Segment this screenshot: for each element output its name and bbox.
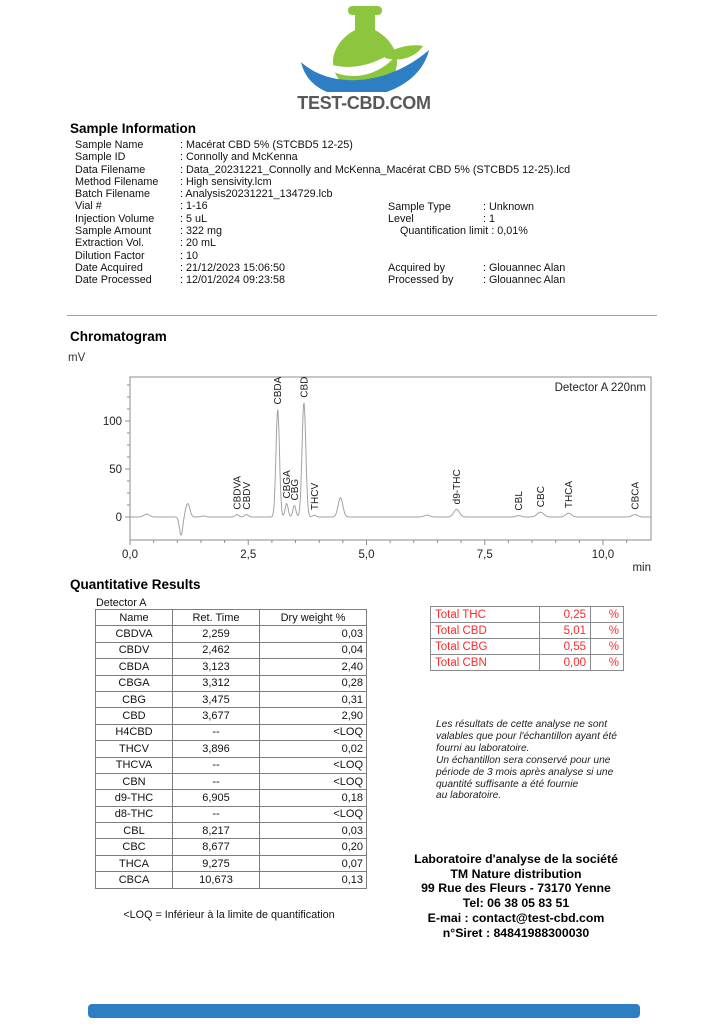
peak-label: d9-THC [452,469,464,505]
total-label: Total THC [431,607,540,623]
cell-name: CBDVA [96,626,173,642]
detector-annotation: Detector A 220nm [554,382,646,394]
cell-name: CBD [96,708,173,724]
total-row [431,639,624,655]
cell-name: THCV [96,741,173,757]
cell-ret-time: 3,896 [173,741,260,757]
cell-ret-time: 10,673 [173,872,260,888]
cell-ret-time: -- [173,757,260,773]
cell-dry-weight: <LOQ [260,757,367,773]
disclaimer-line: quantité suffisante a été fournie [436,778,579,790]
total-label: Total CBD [431,623,540,639]
info-label: Sample Name [75,139,144,151]
info-label: Batch Filename [75,188,151,201]
info-label: Processed by [388,274,454,287]
cell-ret-time: -- [173,724,260,740]
peak-label: CBDVA [232,475,244,510]
peak-label: CBG [289,478,301,501]
disclaimer-line: valables que pour l'échantillon ayant été [436,730,617,742]
results-row [96,708,367,724]
info-label: Sample Amount [75,225,152,238]
cell-ret-time: 8,217 [173,823,260,839]
x-tick-label: 10,0 [591,549,615,561]
total-unit: % [591,607,624,623]
info-value: : 10 [180,249,199,262]
contact-line: 99 Rue des Fleurs - 73170 Yenne [421,881,611,896]
info-label: Date Processed [75,274,152,287]
total-label: Total CBG [431,639,540,655]
info-label: Sample Type [388,200,451,213]
cell-dry-weight: 2,90 [260,708,367,724]
contact-line: E-mai : contact@test-cbd.com [427,910,605,925]
info-value: : 1-16 [180,200,208,213]
cell-dry-weight: 0,03 [260,823,367,839]
cell-ret-time: 3,123 [173,659,260,675]
peak-label: CBC [535,486,547,508]
total-unit: % [591,639,624,655]
cell-ret-time: 9,275 [173,855,260,871]
info-value: : 322 mg [180,225,223,238]
total-value: 5,01 [540,623,591,639]
results-row [96,806,367,822]
cell-name: d9-THC [96,790,173,806]
contact-line: TM Nature distribution [450,866,582,881]
cell-dry-weight: 0,20 [260,839,367,855]
cell-ret-time: 2,462 [173,642,260,658]
info-value: : Macérat CBD 5% (STCBD5 12-25) [180,139,353,151]
disclaimer-line: Les résultats de cette analyse ne sont [436,719,608,730]
y-tick-label: 50 [109,464,122,476]
results-row [96,855,367,871]
y-tick-label: 100 [102,416,122,428]
info-label: Level [388,212,414,225]
cell-name: d8-THC [96,806,173,822]
results-row [96,675,367,691]
cell-dry-weight: 0,04 [260,642,367,658]
results-row [96,872,367,888]
results-header-row [96,610,367,626]
results-row [96,773,367,789]
info-label: Dilution Factor [75,249,145,262]
col-name: Name [96,610,173,626]
cell-dry-weight: 0,28 [260,675,367,691]
peak-label: CBGA [282,470,294,499]
info-value: : Glouannec Alan [483,262,566,274]
total-value: 0,00 [540,655,591,671]
cell-ret-time: -- [173,773,260,789]
cell-name: CBGA [96,675,173,691]
total-row [431,655,624,671]
total-unit: % [591,655,624,671]
cell-dry-weight: <LOQ [260,773,367,789]
disclaimer-line: fourni au laboratoire. [436,742,530,754]
totals-table [430,606,624,671]
disclaimer-line: Un échantillon sera conservé pour une [436,754,611,766]
cell-ret-time: 3,475 [173,691,260,707]
results-row [96,642,367,658]
cell-dry-weight: 0,18 [260,790,367,806]
contact-line: Laboratoire d'analyse de la société [414,852,618,866]
info-value: : Connolly and McKenna [180,151,298,164]
results-row [96,691,367,707]
y-axis-unit-label: mV [68,352,86,364]
results-row [96,741,367,757]
sample-information-title: Sample Information [70,121,197,136]
info-value: : Unknown [483,200,535,213]
cell-name: THCA [96,855,173,871]
cell-dry-weight: 0,31 [260,691,367,707]
info-label: Extraction Vol. [75,237,145,250]
info-value: : 21/12/2023 15:06:50 [180,261,286,274]
info-label: Data Filename [75,163,146,176]
results-row [96,626,367,642]
info-label: Vial # [75,200,102,213]
total-row [431,607,624,623]
info-value: : Glouannec Alan [483,274,566,287]
cell-dry-weight: 0,13 [260,872,367,888]
cell-name: THCVA [96,757,173,773]
x-tick-label: 7,5 [476,549,493,561]
total-row [431,623,624,639]
col-ret-time: Ret. Time [173,610,260,626]
detector-label: Detector A [96,597,147,609]
info-value: : 20 mL [180,237,217,250]
logo-text: TEST-CBD.COM [297,93,431,113]
cell-name: CBDV [96,642,173,658]
cell-dry-weight: 0,03 [260,626,367,642]
contact-line: n°Siret : 84841988300030 [442,925,590,940]
x-tick-label: 2,5 [240,549,257,561]
lab-contact-block [368,852,664,940]
info-value: : 1 [483,212,496,225]
total-label: Total CBN [431,655,540,671]
info-value: : 5 uL [180,212,208,225]
cell-ret-time: 6,905 [173,790,260,806]
loq-footnote: <LOQ = Inférieur à la limite de quantification [123,909,335,921]
col-dry-weight: Dry weight % [260,610,367,626]
cell-ret-time: -- [173,806,260,822]
contact-line: Tel: 06 38 05 83 51 [462,896,570,911]
cell-dry-weight: <LOQ [260,724,367,740]
info-value: : 12/01/2024 09:23:58 [180,274,286,287]
disclaimer-line: période de 3 mois après analyse si une [436,766,614,778]
cell-ret-time: 8,677 [173,839,260,855]
peak-label: CBCA [630,481,642,510]
info-value: : High sensivity.lcm [180,175,272,188]
info-label: Acquired by [388,262,446,274]
results-row [96,790,367,806]
peak-label: THCA [564,480,576,509]
disclaimer-text [436,719,666,802]
chromatogram-trace [130,403,651,535]
total-value: 0,25 [540,607,591,623]
cell-name: CBN [96,773,173,789]
cell-name: CBG [96,691,173,707]
cell-name: H4CBD [96,724,173,740]
footer-bar [88,1004,640,1018]
cell-name: CBL [96,823,173,839]
cell-ret-time: 3,677 [173,708,260,724]
cell-name: CBDA [96,659,173,675]
info-label: Injection Volume [75,212,155,225]
quantitative-results-title: Quantitative Results [70,577,201,592]
peak-label: CBDA [273,376,285,405]
results-row [96,659,367,675]
x-axis-unit-label: min [632,562,651,574]
cell-dry-weight: 2,40 [260,659,367,675]
info-label: Sample ID [75,151,126,164]
chromatogram-title: Chromatogram [70,329,167,344]
results-row [96,839,367,855]
info-label: Date Acquired [75,261,143,274]
total-unit: % [591,623,624,639]
cell-dry-weight: <LOQ [260,806,367,822]
total-value: 0,55 [540,639,591,655]
results-row [96,724,367,740]
peak-label: THCV [309,482,321,511]
results-row [96,757,367,773]
cell-ret-time: 2,259 [173,626,260,642]
disclaimer-line: au laboratoire. [436,790,502,802]
peak-label: CBDV [241,481,253,510]
x-tick-label: 5,0 [358,549,375,561]
cell-dry-weight: 0,02 [260,741,367,757]
info-value: : Analysis20231221_134729.lcb [180,188,333,201]
cell-ret-time: 3,312 [173,675,260,691]
results-row [96,823,367,839]
info-value: : Data_20231221_Connolly and McKenna_Macérat CBD 5% (STCBD5 12-25).lcd [180,163,571,176]
cell-name: CBC [96,839,173,855]
x-tick-label: 0,0 [122,549,138,561]
quantification-limit: Quantification limit : 0,01% [400,225,528,238]
cell-name: CBCA [96,872,173,888]
info-label: Method Filename [75,175,159,188]
cell-dry-weight: 0,07 [260,855,367,871]
y-tick-label: 0 [115,512,122,524]
results-table [95,609,367,889]
peak-label: CBL [514,491,526,511]
peak-label: CBD [299,376,311,398]
